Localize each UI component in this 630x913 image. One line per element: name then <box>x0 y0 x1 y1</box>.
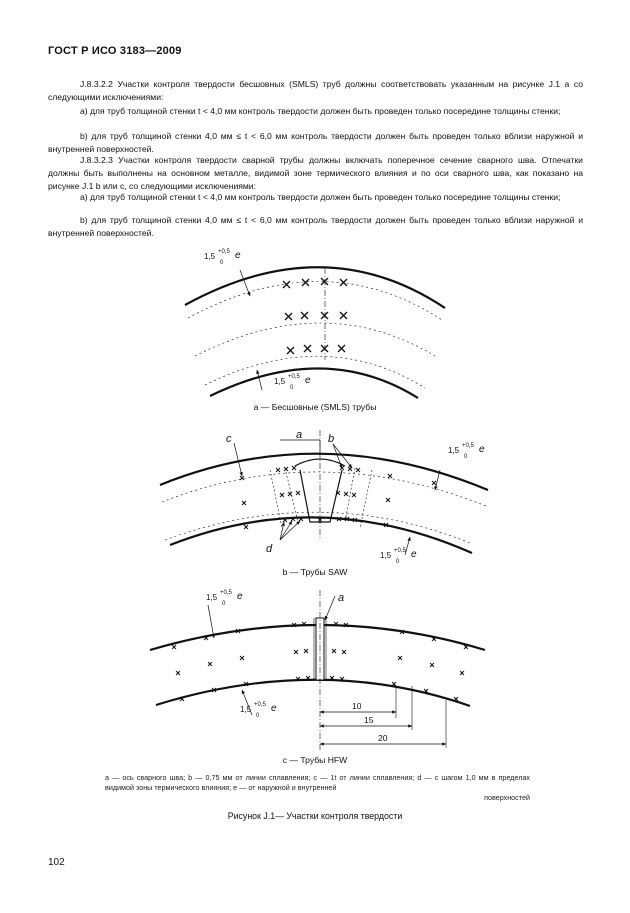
dimension-20: 20 <box>378 733 388 743</box>
label-d: d <box>266 543 273 555</box>
document-header: ГОСТ Р ИСО 3183—2009 <box>48 45 182 57</box>
svg-text:e: e <box>237 591 243 602</box>
label-a-saw: a <box>296 429 303 441</box>
dimension-label-c-bottom <box>240 702 277 719</box>
svg-text:1,5: 1,5 <box>380 551 392 560</box>
figure-c-hfw <box>150 590 485 752</box>
dimension-15: 15 <box>364 715 374 725</box>
figure-title: Рисунок J.1— Участки контроля твердости <box>227 811 403 821</box>
svg-text:1,5: 1,5 <box>448 446 460 455</box>
caption-c: c — Трубы HFW <box>282 755 348 765</box>
dimension-label-a-bottom <box>274 374 311 391</box>
svg-text:0: 0 <box>464 454 468 460</box>
svg-text:0: 0 <box>290 385 294 391</box>
svg-text:+0,5: +0,5 <box>254 702 266 708</box>
figure-legend: a — ось сварного шва; b — 0,75 мм от линии сплавления; c — 1t от линии сплавления; d — с шагом 1,0 мм в пределах видимой зоны термического влияния; e — от наружной и внутренней поверхностей <box>105 773 530 802</box>
dimension-label-b-right <box>448 443 485 460</box>
paragraph-j8322-a: a) для труб толщиной стенки t < 4,0 мм контроль твердости должен быть проведен только посередине толщины стенки; <box>80 106 561 116</box>
svg-text:e: e <box>235 250 241 261</box>
figure-a-smls <box>185 267 445 398</box>
svg-text:+0,5: +0,5 <box>394 548 406 554</box>
svg-text:+0,5: +0,5 <box>218 249 230 255</box>
svg-text:1,5: 1,5 <box>274 377 286 386</box>
dimension-label-b-bottom <box>380 548 417 565</box>
svg-text:1,5: 1,5 <box>204 252 216 261</box>
paragraph-j8323-b: b) для труб толщиной стенки 4,0 мм ≤ t < 6,0 мм контроль твердости должен быть проведен только вблизи наружной и внутренней поверхностей. <box>48 215 583 239</box>
paragraph-j8322-b: b) для труб толщиной стенки 4,0 мм ≤ t < 6,0 мм контроль твердости должен быть проведен только вблизи наружной и внутренней поверхностей. <box>48 131 583 155</box>
label-c: c <box>226 433 232 445</box>
paragraph-j8323-a: a) для труб толщиной стенки t < 4,0 мм контроль твердости должен быть проведен только посередине толщины стенки; <box>80 192 561 202</box>
dimension-label-c-top <box>206 590 243 607</box>
svg-text:1,5: 1,5 <box>240 705 252 714</box>
svg-text:e: e <box>305 375 311 386</box>
svg-text:+0,5: +0,5 <box>462 443 474 449</box>
dimension-10: 10 <box>352 701 362 711</box>
svg-text:1,5: 1,5 <box>206 593 218 602</box>
svg-text:+0,5: +0,5 <box>220 590 232 596</box>
svg-text:e: e <box>411 549 417 560</box>
svg-text:0: 0 <box>256 713 260 719</box>
label-a-hfw: a <box>338 592 345 604</box>
paragraph-j8323: J.8.3.2.3 Участки контроля твердости сварной трубы должны включать поперечное сечение сварного шва. Отпечатки должны быть выполнены на основном металле, видимой зоне термического влияния и по оси сварного шва, как показано на рисунке J.1 b или c, со следующими исключениями: <box>48 155 583 192</box>
caption-b: b — Трубы SAW <box>282 567 348 577</box>
svg-text:0: 0 <box>220 260 224 266</box>
dimension-label-a-top <box>204 249 241 266</box>
figure-b-saw <box>160 430 488 555</box>
svg-text:e: e <box>479 444 485 455</box>
label-b: b <box>328 433 335 445</box>
svg-text:0: 0 <box>222 601 226 607</box>
svg-text:+0,5: +0,5 <box>288 374 300 380</box>
paragraph-j8322: J.8.3.2.2 Участки контроля твердости бесшовных (SMLS) труб должны соответствовать указанным на рисунке J.1 а со следующими исключениями: <box>48 79 583 103</box>
svg-text:e: e <box>271 703 277 714</box>
page-number: 102 <box>48 857 65 868</box>
caption-a: a — Бесшовные (SMLS) трубы <box>253 402 377 412</box>
svg-text:0: 0 <box>396 559 400 565</box>
